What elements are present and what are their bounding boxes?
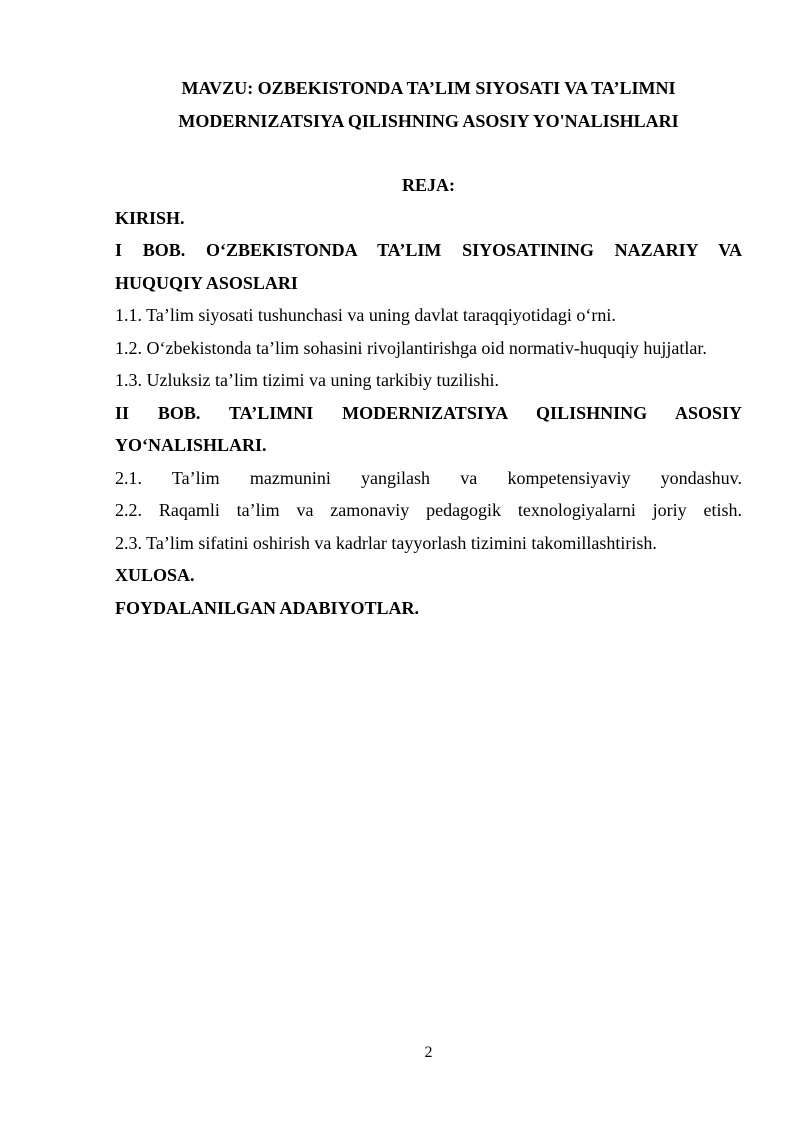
title-line-2: MODERNIZATSIYA QILISHNING ASOSIY YO'NALISHLARI: [178, 110, 679, 131]
title-line-1: MAVZU: OZBEKISTONDA TA’LIM SIYOSATI VA TA’LIMNI: [181, 78, 676, 98]
toc-section-1-1: 1.1. Ta’lim siyosati tushunchasi va uning davlat taraqqiyotidagi o‘rni.: [115, 305, 616, 325]
toc-chapter-1-line-2: HUQUQIY ASOSLARI: [115, 272, 298, 293]
toc-chapter-2-line-1: II BOB. TA’LIMNI MODERNIZATSIYA QILISHNING ASOSIY: [115, 402, 742, 423]
toc-section-2-1: 2.1. Ta’lim mazmunini yangilash va kompetensiyaviy yondashuv.: [115, 467, 742, 488]
toc-references: FOYDALANILGAN ADABIYOTLAR.: [115, 597, 420, 618]
toc-chapter-2-line-2: YO‘NALISHLARI.: [115, 435, 267, 455]
document-content: [115, 72, 742, 624]
document-title: [115, 72, 742, 137]
plan-heading: REJA:: [402, 175, 455, 195]
toc-introduction: KIRISH.: [115, 207, 185, 228]
toc-section-1-2: 1.2. O‘zbekistonda ta’lim sohasini rivojlantirishga oid normativ-huquqiy hujjatlar.: [115, 337, 707, 358]
toc-section-1-3: 1.3. Uzluksiz ta’lim tizimi va uning tarkibiy tuzilishi.: [115, 370, 499, 390]
toc-conclusion: XULOSA.: [115, 565, 195, 585]
page-number: 2: [424, 1044, 433, 1061]
toc-chapter-1-line-1: I BOB. O‘ZBEKISTONDA TA’LIM SIYOSATINING NAZARIY VA: [115, 240, 742, 260]
toc-section-2-3: 2.3. Ta’lim sifatini oshirish va kadrlar tayyorlash tizimini takomillashtirish.: [115, 532, 657, 553]
toc-section-2-2: 2.2. Raqamli ta’lim va zamonaviy pedagogik texnologiyalarni joriy etish.: [115, 500, 742, 520]
